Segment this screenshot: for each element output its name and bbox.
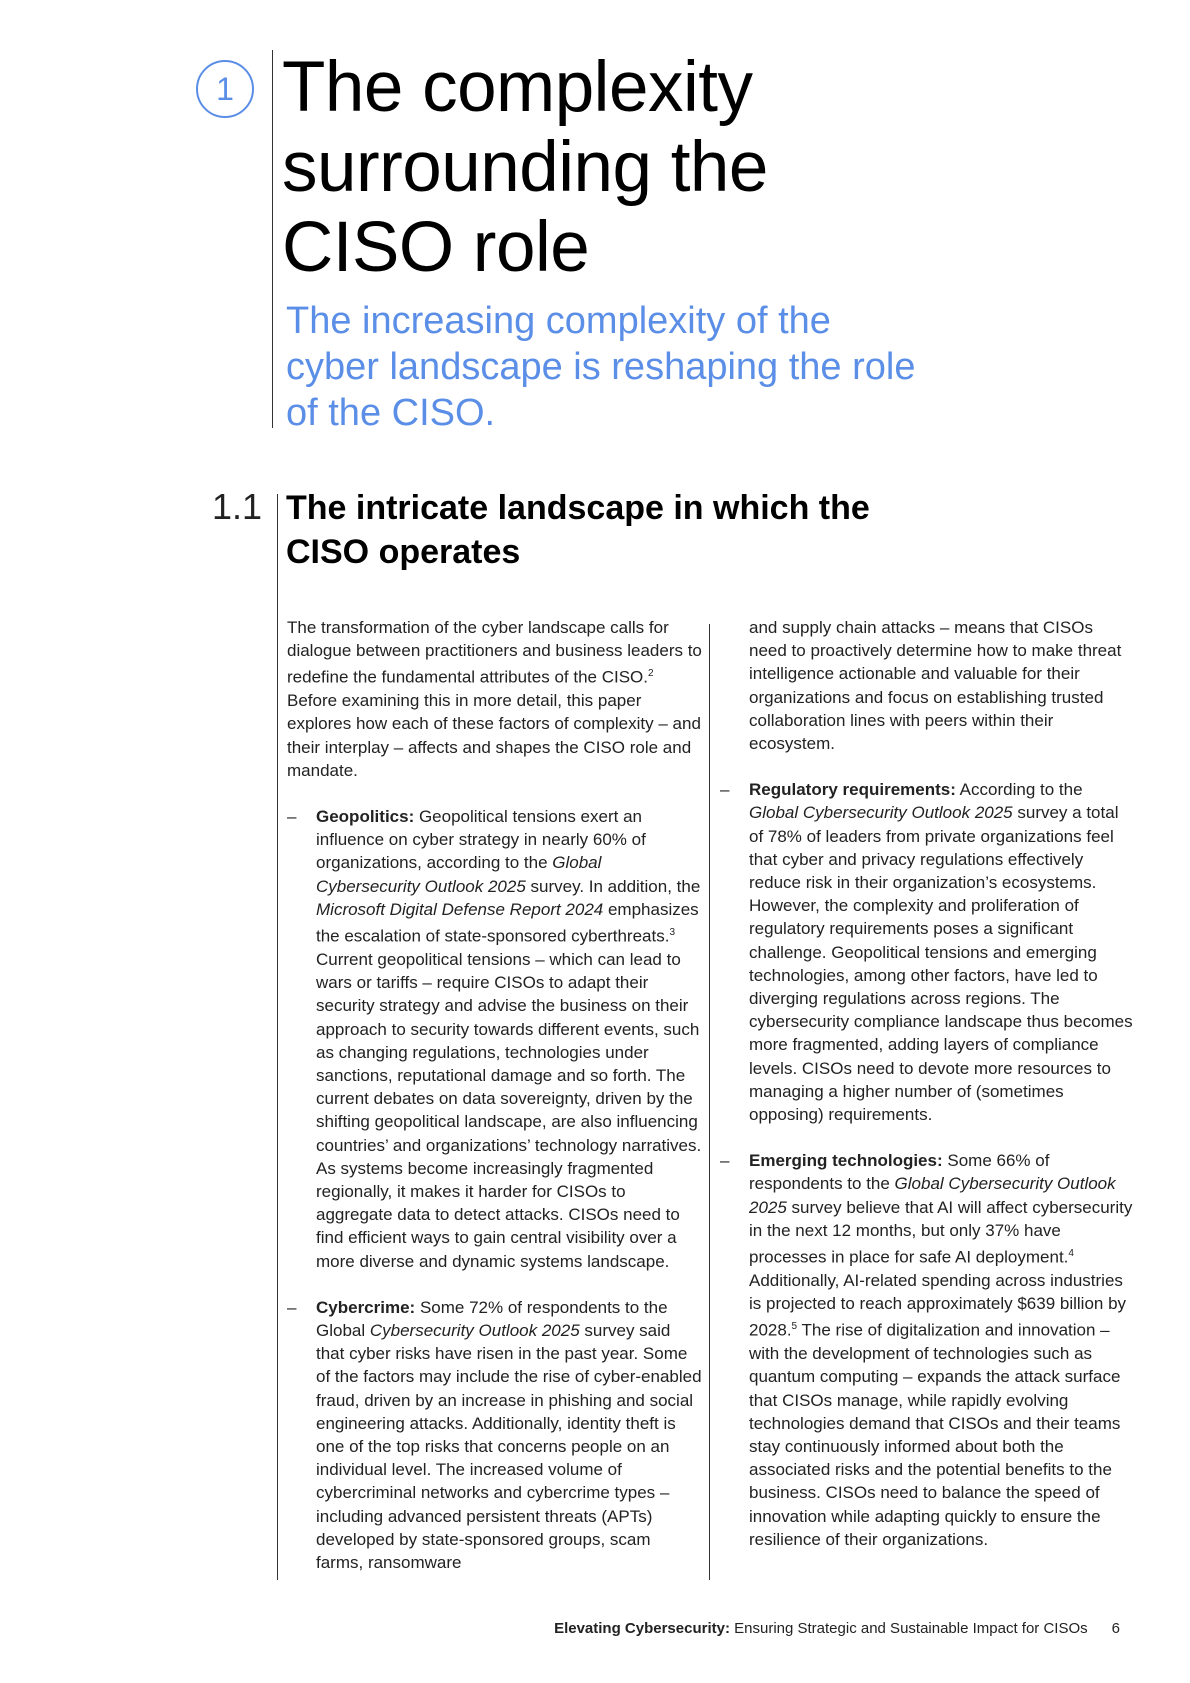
dash-marker: – [720,1151,730,1171]
page-number: 6 [1111,1620,1120,1637]
page-footer [554,1620,1120,1637]
footnote-ref: 3 [669,927,675,939]
title-divider [272,50,273,428]
bullet-lead: Regulatory requirements: [749,780,956,800]
intro-paragraph: The transformation of the cyber landscape calls for dialogue between practitioners and business leaders to redefine the fundamental attributes of the CISO.$^2$ Before examining this in more detail, this paper explores how each of these factors of complexity – and their interplay – affects and shapes the CISO role and mandate. [287,618,702,780]
chapter-number-badge [196,60,254,118]
cybercrime-continued: and supply chain attacks – means that CISOs need to proactively determine how to make threat intelligence actionable and valuable for their organizations and focus on establishing trusted collaboration lines with peers within their ecosystem. [749,618,1122,754]
bullet-cybercrime: – Cybercrime: Some 72% of respondents to the Global Cybersecurity Outlook 2025 survey said that cyber risks have risen in the past year. Some of the factors may include the rise of cyber-enabled fraud, driven by an increase in phishing and social engineering attacks. Additionally, identity theft is one of the top risks that concerns people on an individual level. The increased volume of cybercriminal networks and cybercrime types – including advanced persistent threats (APTs) developed by state-sponsored groups, scam farms, ransomware [287,1297,702,1573]
chapter-number: 1 [216,70,234,107]
right-column [720,616,1134,1574]
bullet-lead: Emerging technologies: [749,1151,943,1171]
bullet-regulatory: – Regulatory requirements: According to the Global Cybersecurity Outlook 2025 survey a total of 78% of leaders from private organizations feel that cyber and privacy regulations effectively reduce risk in their organization’s ecosystems. However, the complexity and proliferation of regulatory requirements poses a significant challenge. Geopolitical tensions and emerging technologies, among other factors, have led to diverging regulations across regions. The cybersecurity compliance landscape thus becomes more fragmented, adding layers of compliance levels. CISOs need to devote more resources to managing a higher number of (sometimes opposing) requirements. [720,780,1133,1125]
column-divider [709,624,710,1580]
dash-marker: – [720,780,730,800]
dash-marker: – [287,807,297,827]
bullet-lead: Cybercrime: [316,1297,416,1317]
page-subtitle: The increasing complexity of the cyber landscape is reshaping the role of the CISO. [286,300,916,434]
left-column [287,616,702,1597]
footer-report-subtitle: Ensuring Strategic and Sustainable Impact for CISOs [729,1620,1088,1637]
footer-report-title: Elevating Cybersecurity: [554,1620,730,1637]
bullet-lead: Geopolitics: [316,807,415,827]
footnote-ref: 5 [791,1321,798,1333]
bullet-geopolitics: – Geopolitics: Geopolitical tensions exert an influence on cyber strategy in nearly 60% of organizations, according to the Global Cybersecurity Outlook 2025 survey. In addition, the Microsoft Digital Defense Report 2024 emphasizes the escalation of state-sponsored cyberthreats.$^3$ Current geopolitical tensions – which can lead to wars or tariffs – require CISOs to adapt their security strategy and advise the business on their approach to security towards different events, such as changing regulations, technologies under sanctions, reputational damage and so forth. The current debates on data sovereignty, driven by the shifting geopolitical landscape, are also influencing countries’ and organizations’ technology narratives. As systems become increasingly fragmented regionally, it makes it harder for CISOs to aggregate data to detect attacks. CISOs need to find efficient ways to gain central visibility over a more diverse and dynamic systems landscape. [287,807,702,1271]
section-title: The intricate landscape in which the CISO operates [286,489,870,571]
page-title: The complexity surrounding the CISO role [282,48,768,287]
footnote-ref: 4 [1068,1248,1074,1260]
section-number: 1.1 [212,486,263,527]
bullet-emerging-tech: – Emerging technologies: Some 66% of respondents to the Global Cybersecurity Outlook 2025 survey believe that AI will affect cybersecurity in the next 12 months, but only 37% have processes in place for safe AI deployment.$^4$ Additionally, AI-related spending across industries is projected to reach approximately $639 billion by 2028.$^5$ The rise of digitalization and innovation – with the development of technologies such as quantum computing – expands the attack surface that CISOs manage, while rapidly evolving technologies demand that CISOs and their teams stay continuously informed about both the associated risks and the potential benefits to the business. CISOs need to balance the speed of innovation while adapting quickly to ensure the resilience of their organizations. [720,1151,1133,1549]
section-divider [277,494,278,1580]
footnote-ref: 2 [648,668,654,680]
dash-marker: – [287,1297,297,1317]
